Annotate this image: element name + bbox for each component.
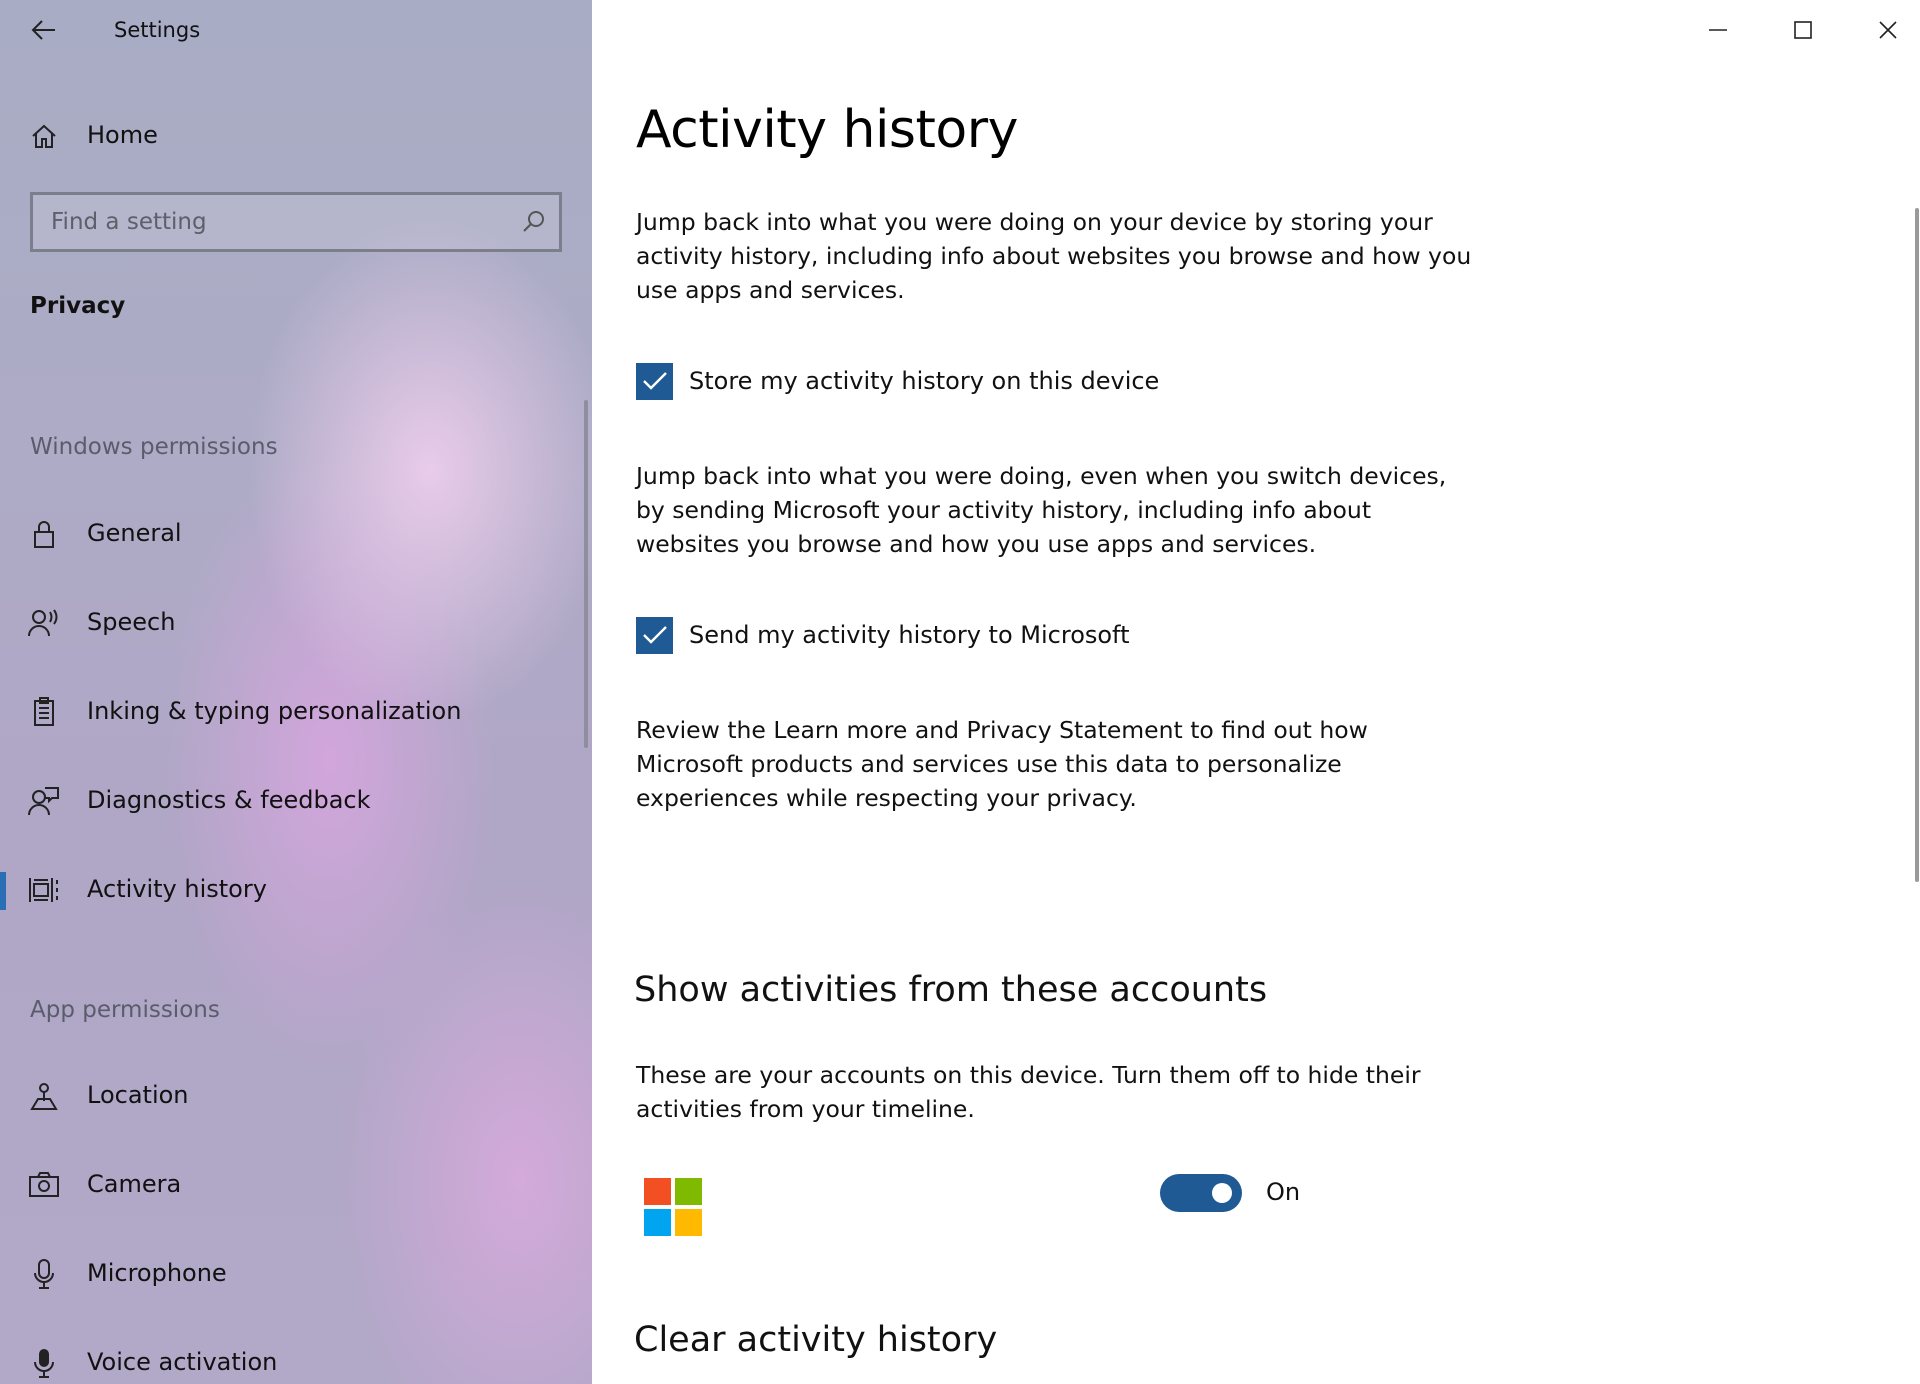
maximize-button[interactable] [1777, 8, 1829, 52]
send-description: Jump back into what you were doing, even when you switch devices, by sending Microsoft your activity history, including info about websites you browse and how you use apps and services. [636, 462, 1447, 558]
sidebar-item-label: Activity history [87, 875, 267, 903]
main-scrollbar[interactable] [1915, 208, 1919, 882]
camera-icon [28, 1169, 60, 1201]
sidebar-item-inking-typing[interactable] [0, 680, 580, 744]
sidebar-item-label: General [87, 519, 182, 547]
back-button[interactable] [22, 10, 66, 50]
sidebar-item-activity-history[interactable] [0, 858, 580, 922]
store-history-option[interactable] [636, 361, 1159, 401]
sidebar-item-speech[interactable] [0, 591, 580, 655]
sidebar-item-home[interactable] [0, 108, 592, 164]
voice-activation-icon [28, 1347, 60, 1379]
lock-icon [28, 518, 60, 550]
back-arrow-icon [31, 19, 57, 41]
sidebar-item-microphone[interactable] [0, 1242, 580, 1306]
sidebar-scrollbar[interactable] [584, 400, 588, 748]
app-title: Settings [114, 18, 201, 42]
minimize-button[interactable] [1692, 8, 1744, 52]
sidebar-item-voice-activation[interactable] [0, 1331, 580, 1384]
microsoft-logo-icon [644, 1178, 702, 1236]
accounts-description: These are your accounts on this device. Turn them off to hide their activities from your timeline. [636, 1061, 1421, 1123]
sidebar-item-label: Diagnostics & feedback [87, 786, 371, 814]
sidebar-item-camera[interactable] [0, 1153, 580, 1217]
sidebar-item-label: Speech [87, 608, 176, 636]
sidebar-item-label: Microphone [87, 1259, 227, 1287]
section-title-privacy: Privacy [30, 293, 126, 319]
send-history-label: Send my activity history to Microsoft [689, 621, 1130, 649]
sidebar-item-label: Location [87, 1081, 189, 1109]
review-text: Review the Learn more and Privacy Statement to find out how Microsoft products and services use this data to personalize experiences while respecting your privacy. [636, 716, 1368, 812]
group-heading-windows-permissions: Windows permissions [30, 434, 278, 460]
sidebar-item-label: Voice activation [87, 1348, 278, 1376]
window-controls [1660, 0, 1920, 60]
maximize-icon [1792, 19, 1814, 41]
clear-history-heading: Clear activity history [634, 1320, 998, 1360]
checkmark-icon [641, 623, 669, 647]
close-icon [1877, 19, 1899, 41]
search-input[interactable] [51, 203, 491, 241]
store-history-label: Store my activity history on this device [689, 367, 1160, 395]
sidebar-item-diagnostics-feedback[interactable] [0, 769, 580, 833]
page-title: Activity history [636, 100, 1018, 160]
account-toggle[interactable] [1160, 1174, 1242, 1212]
account-row [644, 1174, 1344, 1238]
sidebar-item-location[interactable] [0, 1064, 580, 1128]
home-icon [28, 120, 60, 152]
close-button[interactable] [1862, 8, 1914, 52]
sidebar-item-label: Inking & typing personalization [87, 697, 462, 725]
sidebar-item-label: Camera [87, 1170, 182, 1198]
toggle-knob [1212, 1183, 1232, 1203]
main-content [592, 0, 1920, 1384]
store-description: Jump back into what you were doing on your device by storing your activity history, including info about websites you browse and how you use apps and services. [636, 208, 1472, 304]
feedback-icon [28, 785, 60, 817]
clipboard-icon [28, 696, 60, 728]
timeline-icon [28, 874, 60, 906]
search-icon[interactable] [521, 209, 547, 235]
microphone-icon [28, 1258, 60, 1290]
send-history-checkbox[interactable] [636, 617, 673, 654]
location-icon [28, 1080, 60, 1112]
minimize-icon [1707, 19, 1729, 41]
title-bar [0, 0, 592, 60]
send-history-option[interactable] [636, 615, 1130, 655]
sidebar-item-label: Home [87, 121, 158, 149]
accounts-heading: Show activities from these accounts [634, 970, 1268, 1010]
account-toggle-state: On [1266, 1178, 1301, 1206]
store-history-checkbox[interactable] [636, 363, 673, 400]
sidebar-item-general[interactable] [0, 502, 580, 566]
group-heading-app-permissions: App permissions [30, 997, 220, 1023]
search-box[interactable] [30, 192, 562, 252]
checkmark-icon [641, 369, 669, 393]
sidebar [0, 0, 592, 1384]
speech-icon [28, 607, 60, 639]
